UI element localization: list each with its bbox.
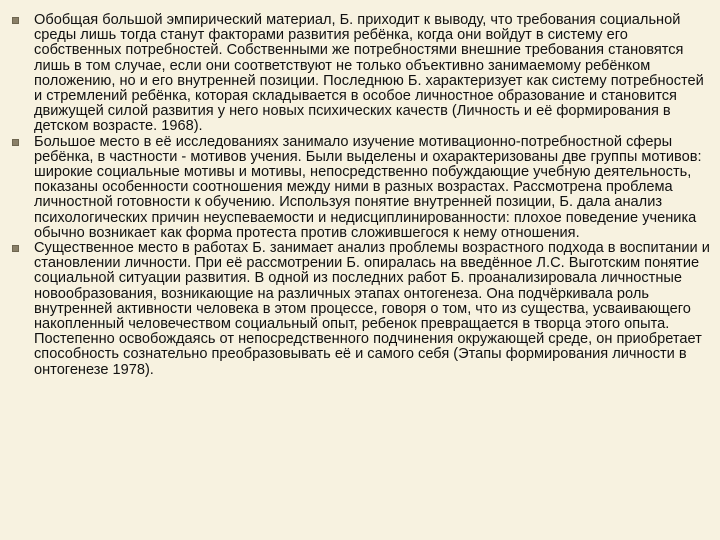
bullet-item-3 [12, 241, 712, 378]
bullet-list [12, 13, 712, 378]
bullet-item-1 [12, 13, 712, 135]
square-bullet-icon [12, 245, 19, 252]
bullet-text-1: Обобщая большой эмпирический материал, Б. приходит к выводу, что требования социальной среды лишь тогда станут факторами развития ребёнка, когда они войдут в систему его собственных потребностей. Собственными же потребностями внешние требования становятся лишь в том случае, если они соответствуют не только объективно занимаемому ребёнком положению, но и его внутренней позиции. Последнюю Б. характеризует как систему потребностей и стремлений ребёнка, которая складывается в особое личностное образование и становится движущей силой развития у него новых психических качеств (Личность и её формирования в детском возрасте. 1968). [34, 12, 704, 135]
bullet-item-2 [12, 135, 712, 241]
square-bullet-icon [12, 17, 19, 24]
square-bullet-icon [12, 139, 19, 146]
bullet-text-3: Существенное место в работах Б. занимает анализ проблемы возрастного подхода в воспитании и становлении личности. При её рассмотрении Б. опиралась на введённое Л.С. Выготским понятие социальной ситуации развития. В одной из последних работ Б. проанализировала личностные новообразования, возникающие на различных этапах онтогенеза. Она подчёркивала роль внутренней активности человека в этом процессе, говоря о том, что из существа, усваивающего накопленный человечеством социальный опыт, ребенок превращается в творца этого опыта. Постепенно освобождаясь от непосредственного подчинения окружающей среде, он приобретает способность сознательно преобразовывать её и самого себя (Этапы формирования личности в онтогенезе 1978). [34, 240, 710, 378]
bullet-text-2: Большое место в её исследованиях занимало изучение мотивационно-потребностной сферы ребёнка, в частности - мотивов учения. Были выделены и охарактеризованы две группы мотивов: широкие социальные мотивы и мотивы, непосредственно побуждающие учебную деятельность, показаны особенности соотношения между ними в разных возрастах. Рассмотрена проблема личностной готовности к обучению. Используя понятие внутренней позиции, Б. дала анализ психологических причин неуспеваемости и недисциплинированности: плохое поведение ученика обычно возникает как форма протеста против сложившегося к нему отношения. [34, 133, 702, 241]
